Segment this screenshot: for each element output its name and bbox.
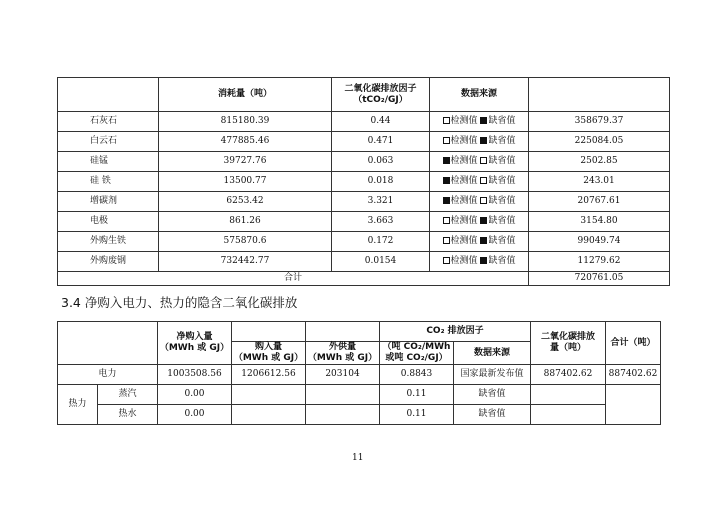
unchecked-box-icon bbox=[443, 117, 450, 124]
emission-factor-value: 0.471 bbox=[332, 132, 430, 152]
data-source-checkboxes bbox=[443, 236, 516, 246]
checked-box-icon bbox=[443, 197, 450, 204]
consumption-value: 6253.42 bbox=[159, 192, 332, 212]
consumption-value: 575870.6 bbox=[159, 232, 332, 252]
header-emission-line2: 量（吨） bbox=[549, 343, 586, 353]
table-row bbox=[58, 152, 670, 172]
unchecked-box-icon bbox=[443, 237, 450, 244]
source-option-default: 缺省值 bbox=[488, 156, 516, 166]
consumption-value: 13500.77 bbox=[159, 172, 332, 192]
unchecked-box-icon bbox=[443, 257, 450, 264]
header-cell-emission bbox=[529, 78, 670, 112]
checked-box-icon bbox=[480, 257, 487, 264]
hotwater-purchase bbox=[232, 405, 306, 425]
checked-box-icon bbox=[480, 237, 487, 244]
total-row bbox=[58, 272, 670, 286]
electricity-purchase: 1206612.56 bbox=[232, 365, 306, 385]
emission-value: 243.01 bbox=[529, 172, 670, 192]
header-cell-empty bbox=[58, 78, 159, 112]
emission-factor-value: 0.018 bbox=[332, 172, 430, 192]
table-row bbox=[58, 192, 670, 212]
consumption-value: 39727.76 bbox=[159, 152, 332, 172]
header-purchase-line1: 购入量 bbox=[254, 342, 282, 352]
data-source-cell bbox=[430, 172, 529, 192]
steam-source: 缺省值 bbox=[454, 385, 531, 405]
source-option-measured: 检测值 bbox=[450, 176, 478, 186]
steam-purchase bbox=[232, 385, 306, 405]
header-data-source: 数据来源 bbox=[430, 78, 529, 112]
header-net-line2: （MWh 或 GJ） bbox=[159, 343, 230, 353]
emission-value: 11279.62 bbox=[529, 252, 670, 272]
data-source-checkboxes bbox=[443, 216, 516, 226]
electricity-label: 电力 bbox=[58, 365, 158, 385]
material-name: 硅 铁 bbox=[58, 172, 159, 192]
header-factor-unit-line2: 或吨 CO₂/GJ） bbox=[385, 353, 448, 363]
total-value: 720761.05 bbox=[529, 272, 670, 286]
hotwater-source: 缺省值 bbox=[454, 405, 531, 425]
hotwater-supply bbox=[306, 405, 380, 425]
consumption-value: 732442.77 bbox=[159, 252, 332, 272]
header-total: 合计（吨） bbox=[606, 322, 661, 365]
header-factor-unit-line1: （吨 CO₂/MWh bbox=[382, 342, 451, 352]
header-empty-top bbox=[232, 322, 306, 342]
hotwater-net: 0.00 bbox=[158, 405, 232, 425]
table-row bbox=[58, 252, 670, 272]
table-row bbox=[58, 172, 670, 192]
hotwater-emission bbox=[531, 405, 606, 425]
material-name: 白云石 bbox=[58, 132, 159, 152]
header-purchase-line2: （MWh 或 GJ） bbox=[233, 353, 304, 363]
header-supply bbox=[306, 342, 380, 365]
header-consumption: 消耗量（吨） bbox=[159, 78, 332, 112]
material-name: 外购生铁 bbox=[58, 232, 159, 252]
header-empty bbox=[58, 322, 158, 365]
checked-box-icon bbox=[443, 177, 450, 184]
source-option-default: 缺省值 bbox=[488, 176, 516, 186]
checked-box-icon bbox=[480, 217, 487, 224]
consumption-value: 815180.39 bbox=[159, 112, 332, 132]
source-option-measured: 检测值 bbox=[450, 136, 478, 146]
emission-factor-value: 0.44 bbox=[332, 112, 430, 132]
source-option-default: 缺省值 bbox=[488, 236, 516, 246]
unchecked-box-icon bbox=[480, 177, 487, 184]
source-option-measured: 检测值 bbox=[450, 156, 478, 166]
emission-factor-value: 3.663 bbox=[332, 212, 430, 232]
header-factor-unit bbox=[380, 342, 454, 365]
data-source-cell bbox=[430, 212, 529, 232]
header-net-purchase bbox=[158, 322, 232, 365]
data-source-cell bbox=[430, 132, 529, 152]
steam-factor: 0.11 bbox=[380, 385, 454, 405]
page-top-blank bbox=[0, 0, 722, 72]
heat-total bbox=[606, 385, 661, 425]
total-label: 合计 bbox=[58, 272, 529, 286]
section-title: 3.4 净购入电力、热力的隐含二氧化碳排放 bbox=[61, 295, 298, 310]
source-option-default: 缺省值 bbox=[488, 116, 516, 126]
source-option-measured: 检测值 bbox=[450, 216, 478, 226]
emission-factor-value: 0.063 bbox=[332, 152, 430, 172]
source-option-measured: 检测值 bbox=[450, 236, 478, 246]
data-source-checkboxes bbox=[443, 116, 516, 126]
emission-factor-value: 0.0154 bbox=[332, 252, 430, 272]
electricity-factor: 0.8843 bbox=[380, 365, 454, 385]
table-row bbox=[58, 232, 670, 252]
header-supply-line2: （MWh 或 GJ） bbox=[307, 353, 378, 363]
data-source-cell bbox=[430, 112, 529, 132]
header-supply-line1: 外供量 bbox=[328, 342, 356, 352]
electricity-total: 887402.62 bbox=[606, 365, 661, 385]
source-option-default: 缺省值 bbox=[488, 136, 516, 146]
material-name: 增碳剂 bbox=[58, 192, 159, 212]
header-emission-line1: 二氧化碳排放 bbox=[540, 332, 595, 342]
header-factor-line2: （tCO₂/GJ） bbox=[353, 94, 408, 105]
data-source-cell bbox=[430, 252, 529, 272]
data-source-cell bbox=[430, 232, 529, 252]
checked-box-icon bbox=[480, 117, 487, 124]
steam-label: 蒸汽 bbox=[98, 385, 158, 405]
electricity-net: 1003508.56 bbox=[158, 365, 232, 385]
unchecked-box-icon bbox=[443, 137, 450, 144]
emission-value: 99049.74 bbox=[529, 232, 670, 252]
data-source-checkboxes bbox=[443, 256, 516, 266]
steam-net: 0.00 bbox=[158, 385, 232, 405]
electricity-row bbox=[58, 365, 661, 385]
hotwater-factor: 0.11 bbox=[380, 405, 454, 425]
material-name: 外购废钢 bbox=[58, 252, 159, 272]
source-option-default: 缺省值 bbox=[488, 216, 516, 226]
data-source-checkboxes bbox=[443, 136, 516, 146]
source-option-measured: 检测值 bbox=[450, 196, 478, 206]
data-source-cell bbox=[430, 152, 529, 172]
unchecked-box-icon bbox=[480, 197, 487, 204]
table-header-row bbox=[58, 78, 670, 112]
unchecked-box-icon bbox=[480, 157, 487, 164]
data-source-cell bbox=[430, 192, 529, 212]
emission-value: 225084.05 bbox=[529, 132, 670, 152]
material-name: 电极 bbox=[58, 212, 159, 232]
checked-box-icon bbox=[480, 137, 487, 144]
emission-value: 20767.61 bbox=[529, 192, 670, 212]
materials-emission-table bbox=[57, 77, 670, 286]
heat-row-steam bbox=[58, 385, 661, 405]
heat-row-hotwater bbox=[58, 405, 661, 425]
table-row bbox=[58, 212, 670, 232]
header-purchase bbox=[232, 342, 306, 365]
header-net-line1: 净购入量 bbox=[176, 332, 213, 342]
emission-factor-value: 0.172 bbox=[332, 232, 430, 252]
page-number: 11 bbox=[352, 453, 364, 463]
source-option-measured: 检测值 bbox=[450, 256, 478, 266]
steam-supply bbox=[306, 385, 380, 405]
header-empty-top bbox=[306, 322, 380, 342]
hotwater-label: 热水 bbox=[98, 405, 158, 425]
checked-box-icon bbox=[443, 157, 450, 164]
consumption-value: 477885.46 bbox=[159, 132, 332, 152]
consumption-value: 861.26 bbox=[159, 212, 332, 232]
data-source-checkboxes bbox=[443, 176, 516, 186]
data-source-checkboxes bbox=[443, 156, 516, 166]
electricity-emission: 887402.62 bbox=[531, 365, 606, 385]
header-factor-line1: 二氧化碳排放因子 bbox=[344, 83, 417, 94]
data-source-checkboxes bbox=[443, 196, 516, 206]
table-row bbox=[58, 112, 670, 132]
table-row bbox=[58, 132, 670, 152]
source-option-measured: 检测值 bbox=[450, 116, 478, 126]
electricity-source: 国家最新发布值 bbox=[454, 365, 531, 385]
emission-value: 2502.85 bbox=[529, 152, 670, 172]
emission-factor-value: 3.321 bbox=[332, 192, 430, 212]
emission-value: 3154.80 bbox=[529, 212, 670, 232]
header-emission-factor bbox=[332, 78, 430, 112]
source-option-default: 缺省值 bbox=[488, 196, 516, 206]
material-name: 石灰石 bbox=[58, 112, 159, 132]
purchased-energy-table bbox=[57, 321, 661, 425]
electricity-supply: 203104 bbox=[306, 365, 380, 385]
header-row-1 bbox=[58, 322, 661, 342]
emission-value: 358679.37 bbox=[529, 112, 670, 132]
steam-emission bbox=[531, 385, 606, 405]
heat-label: 热力 bbox=[58, 385, 98, 425]
material-name: 硅锰 bbox=[58, 152, 159, 172]
header-factor-group: CO₂ 排放因子 bbox=[380, 322, 531, 342]
header-emission bbox=[531, 322, 606, 365]
unchecked-box-icon bbox=[443, 217, 450, 224]
source-option-default: 缺省值 bbox=[488, 256, 516, 266]
header-source: 数据来源 bbox=[454, 342, 531, 365]
